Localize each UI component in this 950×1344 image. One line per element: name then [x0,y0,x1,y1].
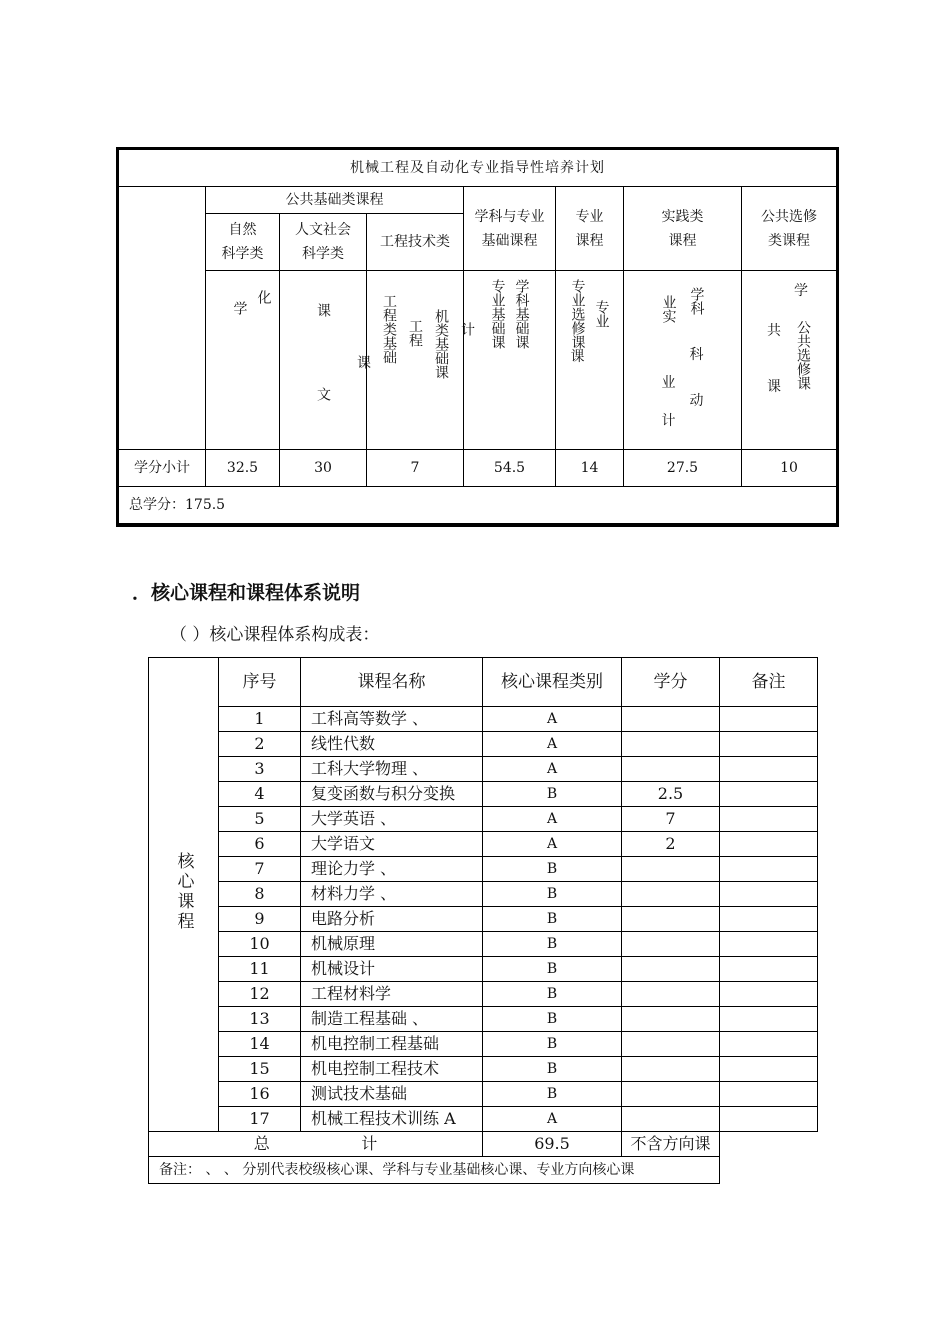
row-no: 15 [219,1057,301,1082]
table-row [149,1082,818,1107]
row-category: B [483,882,622,907]
table-row [149,957,818,982]
row-no: 7 [219,857,301,882]
row-no: 14 [219,1032,301,1057]
vertical-cell-7 [742,271,837,450]
vtext: 文 [315,387,331,401]
vtext: 课 [315,303,331,317]
col-header-credit: 学分 [622,658,720,707]
core-grid [148,657,818,1184]
row-no: 10 [219,932,301,957]
plan-grid [118,149,837,524]
core-side-label [149,658,219,1132]
vtext: 计 [459,322,475,336]
core-side-text: 核心课程 [173,851,194,932]
row-name: 电路分析 [301,907,483,932]
row-credit: 7 [622,807,720,832]
training-plan-table [116,147,839,527]
row-category: B [483,1032,622,1057]
row-remark [720,907,818,932]
row-credit [622,982,720,1007]
row-remark [720,1007,818,1032]
row-credit [622,1032,720,1057]
vtext: 专业选修课 [569,279,586,349]
table-row [149,882,818,907]
vertical-cell-3 [355,271,475,450]
table-row [149,857,818,882]
vertical-cell-1 [206,271,280,450]
table-row [149,932,818,957]
table-row [149,982,818,1007]
row-name: 机电控制工程基础 [301,1032,483,1057]
credit-value: 27.5 [624,450,742,487]
row-no: 17 [219,1107,301,1132]
row-category: B [483,782,622,807]
row-no: 9 [219,907,301,932]
row-no: 5 [219,807,301,832]
row-remark [720,732,818,757]
section-heading: ．核心课程和课程体系说明 [132,582,361,604]
vtext: 机类基础课 [433,309,449,379]
row-name: 材料力学 、 [301,882,483,907]
row-category: A [483,1107,622,1132]
col-header-name: 课程名称 [301,658,483,707]
vtext: 专业 [593,300,610,328]
row-name: 大学语文 [301,832,483,857]
vtext: 工程类基础 [381,294,397,364]
row-remark [720,707,818,732]
row-category: B [483,932,622,957]
row-category: B [483,857,622,882]
engineering-tech-header: 工程技术类 [367,214,464,271]
footnote: 备注： 、 、 分别代表校级核心课、学科与专业基础核心课、专业方向核心课 [149,1157,720,1184]
vtext: 课 [355,355,371,369]
row-category: B [483,982,622,1007]
row-no: 11 [219,957,301,982]
sum-label: 总 计 [149,1132,483,1157]
row-remark [720,832,818,857]
row-credit [622,757,720,782]
credit-value: 7 [367,450,464,487]
vertical-cell-2 [280,271,367,450]
credit-value: 10 [742,450,837,487]
row-name: 线性代数 [301,732,483,757]
row-no: 4 [219,782,301,807]
credit-value: 14 [556,450,624,487]
vtext-tail: 课 [570,349,585,365]
row-no: 2 [219,732,301,757]
vertical-cell-6 [624,271,742,450]
row-no: 12 [219,982,301,1007]
row-remark [720,782,818,807]
row-credit [622,957,720,982]
table-row [149,757,818,782]
vtext: 学 [794,283,808,299]
row-name: 大学英语 、 [301,807,483,832]
row-name: 工科大学物理 、 [301,757,483,782]
row-no: 13 [219,1007,301,1032]
row-credit [622,907,720,932]
row-label-blank [119,187,206,450]
vtext: 公共选修课 [795,320,811,390]
row-category: B [483,907,622,932]
public-basic-header: 公共基础类课程 [206,187,464,214]
credit-value: 30 [280,450,367,487]
row-name: 机械工程技术训练 A [301,1107,483,1132]
humanities-header: 人文社会 科学类 [280,214,367,271]
col-header-remark: 备注 [720,658,818,707]
credit-label: 学分小计 [119,450,206,487]
row-name: 复变函数与积分变换 [301,782,483,807]
row-no: 3 [219,757,301,782]
row-category: A [483,807,622,832]
row-credit [622,1007,720,1032]
sum-note: 不含方向课 [622,1132,720,1157]
natural-science-header: 自然 科学类 [206,214,280,271]
row-name: 工科高等数学 、 [301,707,483,732]
row-credit [622,882,720,907]
row-name: 工程材料学 [301,982,483,1007]
row-credit: 2 [622,832,720,857]
table-row [149,907,818,932]
row-no: 16 [219,1082,301,1107]
row-name: 机电控制工程技术 [301,1057,483,1082]
vtext: 业 [661,375,676,391]
row-credit [622,1107,720,1132]
col-header-category: 核心课程类别 [483,658,622,707]
row-remark [720,1107,818,1132]
row-remark [720,957,818,982]
vtext: 课 [767,379,781,395]
row-category: A [483,732,622,757]
public-elective-header: 公共选修 类课程 [742,187,837,271]
vtext: 学 [231,301,248,315]
row-no: 8 [219,882,301,907]
table-row [149,1057,818,1082]
table-row [149,707,818,732]
vtext: 共 [767,323,781,339]
table-row [149,782,818,807]
table-row [149,1107,818,1132]
subject-basic-header: 学科与专业 基础课程 [464,187,556,271]
row-remark [720,1082,818,1107]
vtext: 业实 [660,295,677,323]
row-category: B [483,1007,622,1032]
credit-value: 54.5 [464,450,556,487]
core-course-table [148,657,817,1184]
row-remark [720,1032,818,1057]
plan-title: 机械工程及自动化专业指导性培养计划 [119,150,837,187]
row-category: B [483,1082,622,1107]
note-row [149,1157,818,1184]
row-category: A [483,832,622,857]
row-name: 制造工程基础 、 [301,1007,483,1032]
row-remark [720,757,818,782]
row-category: A [483,707,622,732]
row-no: 6 [219,832,301,857]
total-credits: 总学分：175.5 [119,487,837,524]
vtext: 动 [689,393,704,409]
col-header-no: 序号 [219,658,301,707]
sum-value: 69.5 [483,1132,622,1157]
table-row [149,807,818,832]
row-category: A [483,757,622,782]
row-no: 1 [219,707,301,732]
section-subheading: （ ）核心课程体系构成表： [170,625,380,645]
row-remark [720,857,818,882]
table-row [149,1007,818,1032]
row-credit [622,932,720,957]
row-credit [622,1057,720,1082]
table-row [149,832,818,857]
vtext: 专业基础课 [489,279,506,349]
sum-row [149,1132,818,1157]
row-name: 机械原理 [301,932,483,957]
table-row [149,1032,818,1057]
practice-course-header: 实践类 课程 [624,187,742,271]
row-category: B [483,1057,622,1082]
credit-value: 32.5 [206,450,280,487]
row-remark [720,982,818,1007]
major-course-header: 专业 课程 [556,187,624,271]
row-remark [720,807,818,832]
vtext: 计 [661,413,676,429]
row-category: B [483,957,622,982]
vtext: 科 [689,347,704,363]
table-row [149,732,818,757]
vtext: 工程 [407,319,423,347]
row-credit [622,732,720,757]
row-remark [720,882,818,907]
row-credit [622,1082,720,1107]
row-name: 理论力学 、 [301,857,483,882]
row-credit [622,707,720,732]
row-name: 机械设计 [301,957,483,982]
row-remark [720,1057,818,1082]
vtext: 学科 [688,287,705,315]
row-remark [720,932,818,957]
row-name: 测试技术基础 [301,1082,483,1107]
vtext: 化 [255,290,272,304]
row-credit [622,857,720,882]
vertical-cell-5 [556,271,624,450]
row-credit: 2.5 [622,782,720,807]
vtext: 学科基础课 [513,279,530,349]
